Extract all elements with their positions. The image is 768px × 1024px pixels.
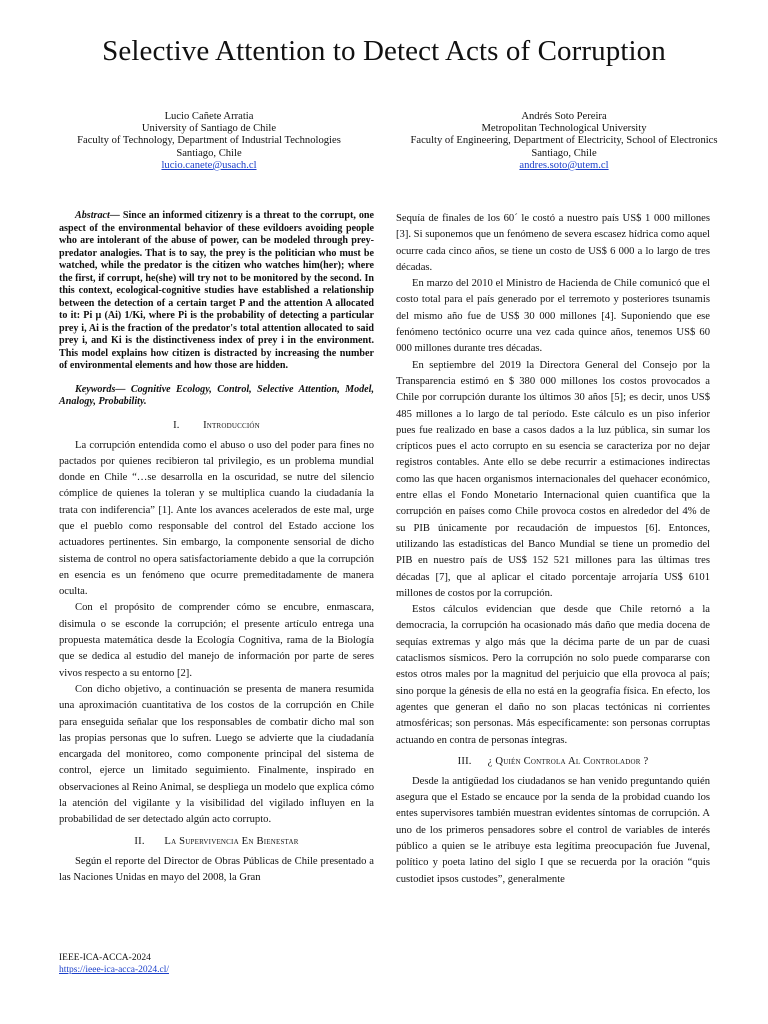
author-block-1 (40, 111, 378, 172)
author-department: Faculty of Engineering, Department of Electricity, School of Electronics (410, 135, 718, 147)
body-paragraph: Estos cálculos evidencian que desde que Chile retornó a la democracia, la corrupción ha ocasionado más daño que media docena de sequías extremas y algo más que la décima parte de un par de cuasi cataclismos sísmicos. Pero la corrupción no solo puede compararse con estos otros males por la magnitud del perjuicio que ella provoca al país; sino porque la génesis de ella no está en la geografía física. En efecto, los agentes que generan el daño no son placas tectónicas ni corrientes atmosféricas; son personas. Más específicamente: son personas corruptas actuando en contra de personas íntegras. (396, 604, 710, 746)
abstract (59, 210, 374, 373)
body-paragraph: En septiembre del 2019 la Directora General del Consejo por la Transparencia estimó en $ 380 000 millones los costos provocados a Chile por corrupción durante los últimos 30 años [5]; es decir, unos US$ 485 millones a lo largo de tal período. Este cálculo es un piso inferior pues fue realizado en base a casos dados a la luz pública, sin sumar los crípticos pues el acto corrupto en su esencia se caracteriza por no dejar registros contables. Ante ello se debe recurrir a estimaciones indirectas como las que hacen organismos internacionales del quehacer económico, entre ellas el Fondo Monetario Internacional quien cuantifica que la corrupción en países como Chile provoca costos en alrededor del 4% de su PIB únicamente por recaudación de impuestos [6]. Entonces, utilizando las estadísticas del Banco Mundial se tiene un promedio del PIB en nuestro país de US$ 152 521 millones para las últimas tres décadas [7], que al aplicar el citado porcentaje arrojaría US$ 6101 millones de costos por la corrupción. (396, 359, 710, 599)
right-column (396, 211, 710, 888)
body-paragraph: Según el reporte del Director de Obras Públicas de Chile presentado a las Naciones Unidas en mayo del 2008, la Gran (59, 855, 374, 883)
author-name: Lucio Cañete Arratia (164, 111, 254, 122)
section-title: ¿ Quién Controla Al Controlador ? (487, 755, 649, 767)
section-heading-1 (59, 418, 374, 434)
author-name: Andrés Soto Pereira (521, 111, 607, 122)
body-paragraph: Con dicho objetivo, a continuación se presenta de manera resumida una aproximación cuantitativa de los costos de la corrupción en Chile para enseguida señalar que los responsables de combatir dicho mal son las propias personas que lo sufren. Luego se advierte que la ciudadanía encargada del monitoreo, como componente principal del sistema de control, ejerce un limitado seguimiento. Finalmente, inspirado en observaciones al Reino Animal, se despliega un modelo que explica cómo la atención del vigilante y la visibilidad del vigilado influyen en la probabilidad de ser detectado algún acto corrupto. (59, 683, 374, 826)
body-paragraph: Con el propósito de comprender cómo se encubre, enmascara, disimula o se esconde la corrupción; el presente artículo entrega una propuesta matemática desde la Ecología Cognitiva, rama de la Biología que se dedica al estudio del manejo de información por parte de seres vivos respecto a su entorno [2]. (59, 602, 374, 679)
author-email-link[interactable]: andres.soto@utem.cl (519, 159, 609, 171)
keywords: Keywords— Cognitive Ecology, Control, Selective Attention, Model, Analogy, Probability. (59, 383, 374, 407)
section-title: La Supervivencia En Bienestar (164, 835, 299, 847)
paper-title: Selective Attention to Detect Acts of Corruption (102, 35, 666, 67)
section-heading-3 (396, 754, 710, 770)
author-affiliation: University of Santiago de Chile (141, 123, 277, 135)
conference-name: IEEE-ICA-ACCA-2024 (59, 953, 151, 963)
section-title: Introducción (203, 419, 260, 431)
page-footer (59, 953, 169, 976)
section-number: II. (134, 835, 145, 847)
abstract-lead: Abstract— (75, 210, 120, 221)
author-block-2 (405, 111, 723, 172)
body-paragraph: Sequía de finales de los 60´ le costó a nuestro país US$ 1 000 millones [3]. Si suponemos que un fenómeno de severa escasez hídrica como aquel ocurre cada cinco años, se tiene un costo de US$ 6 000 a lo largo de tres décadas. (396, 213, 710, 273)
body-paragraph: Desde la antigüedad los ciudadanos se han venido preguntando quién asegura que el Estado se encauce por la senda de la probidad cuando los entes supervisores también muestran evidentes síntomas de corrupción. A uno de los primeros pensadores sobre el control de variables de interés público a quien se le atribuye esta legítima preocupación fue Juvenal, político y poeta latino del siglo I que se recuerda por la oración “quis custodiet ipsos custodes”, generalmente (396, 775, 710, 885)
conference-url-link[interactable]: https://ieee-ica-acca-2024.cl/ (59, 964, 169, 975)
left-column (59, 210, 374, 886)
body-paragraph: En marzo del 2010 el Ministro de Hacienda de Chile comunicó que el costo total para el país generado por el terremoto y posteriores tsunamis del mismo año fue de US$ 30 000 millones [4]. Suponiendo que ese fenómeno tectónico ocurre una vez cada quince años, tenemos US$ 60 000 millones durante tres décadas. (396, 278, 710, 355)
section-number: I. (173, 419, 180, 431)
section-number: III. (457, 755, 472, 767)
section-heading-2 (59, 834, 374, 850)
body-paragraph: La corrupción entendida como el abuso o uso del poder para fines no pactados por quienes recibieron tal privilegio, es un problema mundial donde en Chile “…se desarrolla en la oscuridad, se nutre del silencio cómplice de quienes la toleran y se multiplica cuando la ciudadanía la trata con indiferencia” [1]. Ante los avances acelerados de este mal, urge que el pueblo como responsable del control del Estado accione los actuadores pertinentes. Sin embargo, la componente sensorial de dicho sistema de control no opera satisfactoriamente debido a que la corrupción en esencia es un fenómeno que ocurre premeditadamente de manera oculta. (59, 439, 374, 598)
author-city: Santiago, Chile (176, 147, 242, 159)
author-affiliation: Metropolitan Technological University (481, 123, 647, 135)
author-city: Santiago, Chile (531, 147, 597, 159)
abstract-text: Since an informed citizenry is a threat to the corrupt, one aspect of the environmental behavior of these evildoers avoiding people who are intolerant of the abuse of power, can be modeled through prey-predator analogies. That is to say, the prey is the politician who must be watched, while the predator is the citizen who watches him(her); where the first, if corrupt, he(she) will try not to be monitored by the second. In this context, ecological-cognitive studies have established a relationship between the detection of a certain target P and the attention A allocated to it: Pi µ (Ai) 1/Ki, where Pi is the probability of detecting a particular prey i, Ai is the fraction of the predator's total attention allocated to said prey i, and Ki is the distinctiveness index of prey i in the environment. This model explains how citizen is distracted by increasing the number of environmental elements and how those are hidden. (59, 210, 374, 371)
author-email-link[interactable]: lucio.canete@usach.cl (161, 159, 257, 171)
author-department: Faculty of Technology, Department of Industrial Technologies (77, 135, 341, 147)
